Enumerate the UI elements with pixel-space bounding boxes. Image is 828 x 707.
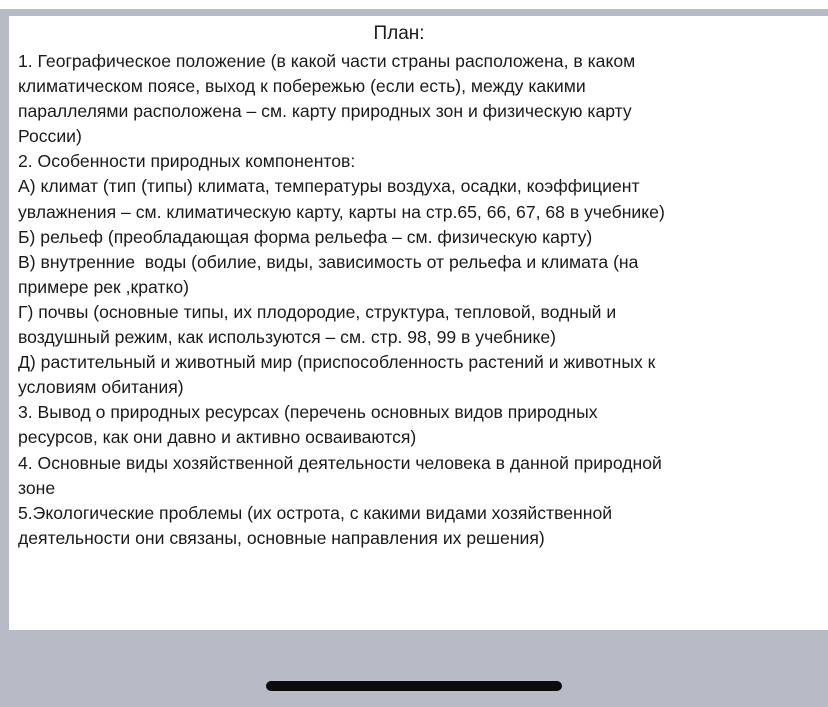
text-line: примере рек ,кратко): [18, 276, 189, 297]
text-line: 4. Основные виды хозяйственной деятельности человека в данной природной: [18, 452, 662, 473]
text-line: увлажнения – см. климатическую карту, карты на стр.65, 66, 67, 68 в учебнике): [18, 201, 665, 222]
text-line: условиям обитания): [18, 377, 184, 398]
text-line: 1. Географическое положение (в какой части страны расположена, в каком: [18, 51, 636, 71]
top-edge: [0, 0, 828, 9]
text-line: Д) растительный и животный мир (приспособленность растений и животных к: [18, 352, 656, 373]
text-line: климатическом поясе, выход к побережью (если есть), между какими: [18, 76, 586, 97]
text-line: В) внутренние воды (обилие, виды, зависимость от рельефа и климата (на: [18, 251, 639, 272]
text-line: Б) рельеф (преобладающая форма рельефа – см. физическую карту): [18, 226, 593, 247]
text-line: 2. Особенности природных компонентов:: [18, 151, 356, 172]
home-indicator[interactable]: [266, 681, 562, 691]
text-line: России): [18, 126, 82, 147]
plan-text: [18, 49, 818, 551]
document-page: [9, 16, 828, 630]
plan-title: План:: [373, 23, 425, 44]
text-line: воздушный режим, как используются – см. стр. 98, 99 в учебнике): [18, 327, 557, 348]
text-line: ресурсов, как они давно и активно осваиваются): [18, 427, 417, 448]
text-line: деятельности они связаны, основные направления их решения): [18, 527, 545, 548]
text-line: 5.Экологические проблемы (их острота, с какими видами хозяйственной: [18, 502, 613, 523]
text-line: А) климат (тип (типы) климата, температуры воздуха, осадки, коэффициент: [18, 176, 640, 197]
text-line: 3. Вывод о природных ресурсах (перечень основных видов природных: [18, 402, 598, 423]
text-line: Г) почвы (основные типы, их плодородие, структура, тепловой, водный и: [18, 301, 617, 322]
text-line: зоне: [18, 477, 56, 498]
text-line: параллелями расположена – см. карту природных зон и физическую карту: [18, 101, 632, 122]
